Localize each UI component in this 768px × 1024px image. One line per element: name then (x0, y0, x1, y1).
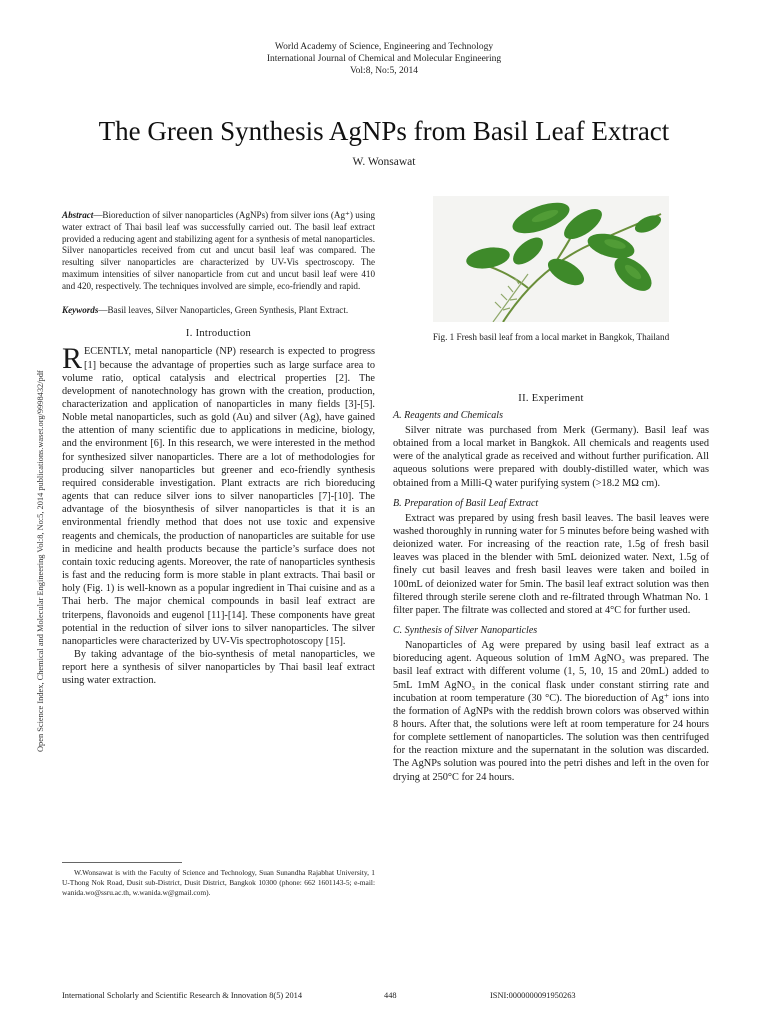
subsection-b-paragraph: Extract was prepared by using fresh basil leaves. The basil leaves were washed thoroughly in running water for 5 minutes before being washed with deionized water. For increasing of the reaction rate, 1.5g of fresh basil leaves was placed in the blender with 5mL deionized water. Next, 1.5g of finely cut basil leaves and fresh basil leaves were taken and boiled in 100mL of deionized water for 5min. The basil leaf extract solution was then filtered through sterile serene cloth and re-filtrated through Whatman No. 1 filter paper. The filtrate was collected and stored at 4°C for further used. (393, 512, 709, 616)
journal-masthead (0, 41, 768, 77)
paper-title: The Green Synthesis AgNPs from Basil Leaf Extract (98, 116, 670, 146)
subsection-b-heading: B. Preparation of Basil Leaf Extract (393, 497, 539, 509)
abstract-text: —Bioreduction of silver nanoparticles (AgNPs) from silver ions (Ag⁺) using water extract of Thai basil leaf was successfully carried out. The basil leaf extract provided a reducing agent and stabilizing agent for a synthesis of metal nanoparticles. Silver nanoparticles received from cut and uncut basil leaf was compared. The resulting silver nanoparticles are characterized by UV-Vis spectroscopy. The maximum intensities of silver nanoparticle from cut and uncut basil leaf were 410 and 420, respectively. The techniques involved are simple, eco-friendly and rapid. (62, 210, 375, 291)
paper-author: W. Wonsawat (352, 156, 416, 168)
keywords-text: —Basil leaves, Silver Nanoparticles, Green Synthesis, Plant Extract. (98, 304, 349, 315)
keywords-lead: Keywords (62, 304, 99, 315)
drop-cap: R (62, 342, 83, 376)
keywords (62, 305, 375, 317)
footer-publisher: International Scholarly and Scientific Research & Innovation 8(5) 2014 (62, 991, 303, 1000)
masthead-line-1: World Academy of Science, Engineering and Technology (274, 42, 494, 52)
masthead-line-3: Vol:8, No:5, 2014 (350, 66, 418, 76)
figure-1-caption: Fig. 1 Fresh basil leaf from a local market in Bangkok, Thailand (432, 332, 670, 342)
left-column (62, 210, 375, 687)
intro-paragraph-1-text: ECENTLY, metal nanoparticle (NP) research is expected to progress [1] because the advantage of properties such as large surface area to volume ratio, optical catalysis and electrical properties [2]. The development of nanotechnology has grown with the creation, production, characterization and application of nanoparticles in many fields [3]-[5]. Noble metal nanoparticles, such as gold (Au) and silver (Ag), have gained the attention of many scientific due to applications in medicine, biology, and the environment [6]. In this research, we were interested in the method for synthesized silver nanoparticles. There are a lot of methodologies for producing silver nanoparticles but greener and eco-friendly synthesis required considerable investigation. Plant extracts are rich bioreducing agents that can reduce silver ions to silver nanoparticles [7]-[10]. The advantage of the biosynthesis of silver nanoparticles is that it is an environmental friendly method that does not use toxic and expensive reagents and chemicals, the production of nanoparticles are suitable for use in medicine and health products because the particle’s surface does not contain toxic reducing agents. Moreover, the rate of nanoparticles synthesis is fast and the reducing form is more stable in plant extracts. Thai basil or holy (Fig. 1) is well-known as a popular ingredient in Thai cuisine and as a Thai herb. The major chemical compounds in basil leaf extract are triterpens, flavonoids and eugenol [11]-[14]. These components have great potential in the reduction of silver ions to silver nanoparticles. The silver nanoparticles were characterized by UV-Vis spectrophotoscopy [15]. (62, 346, 375, 647)
author-footnote: W.Wonsawat is with the Faculty of Science and Technology, Suan Sunandha Rajabhat University, 1 U-Thong Nok Road, Dusit sub-District, Dusit District, Bangkok 10300 (phone: 662 1601143-5; e-mail: wanida.wo@ssru.ac.th, w.wanida.w@gmail.com). (62, 868, 375, 897)
side-margin-text: Open Science Index, Chemical and Molecular Engineering Vol:8, No:5, 2014 publications.waset.org/9998432/pdf (36, 370, 45, 752)
section-heading-introduction: I. Introduction (185, 328, 252, 340)
footer-page-number: 448 (384, 991, 397, 1000)
basil-leaf-illustration (433, 196, 669, 322)
subsection-a-heading: A. Reagents and Chemicals (393, 410, 503, 421)
section-heading-experiment: II. Experiment (518, 393, 584, 404)
footnote-divider (62, 862, 182, 863)
intro-paragraph-2: By taking advantage of the bio-synthesis of metal nanoparticles, we report here a synthesis of silver nanoparticles by Thai basil leaf extract using water extraction. (62, 648, 375, 687)
abstract (62, 210, 375, 293)
subsection-c-heading: C. Synthesis of Silver Nanoparticles (393, 625, 538, 637)
subsection-c-paragraph: Nanoparticles of Ag were prepared by using basil leaf extract as a bioreducing agent. Aqueous solution of 1mM AgNO₃ was prepared. The basil leaf extract with different volume (1, 5, 10, 15 and 20mL) added to 5mL 1mM AgNO₃ in the conical flask under constant stirring rate and incubation at room temperature (30 °C). The bioreduction of Ag⁺ ions into the formation of AgNPs with the reddish brown colors was observed within 8 hours. After that, the solutions were left at room temperature for 24 hours for complete settlement of nanoparticles. The solution was then centrifuged for the reaction mixture and the supernatant in the solution was discarded. The AgNPs solution was poured into the petri dishes and left in the oven for drying at 250°C for 24 hours. (393, 640, 709, 783)
basil-leaf-photo (433, 196, 669, 322)
abstract-lead: Abstract (62, 210, 94, 220)
masthead-line-2: International Journal of Chemical and Molecular Engineering (266, 54, 502, 64)
subsection-a-paragraph: Silver nitrate was purchased from Merk (Germany). Basil leaf was obtained from a local market in Bangkok. All chemicals and reagents used were of the analytical grade as received and without further purification. All aqueous solutions were prepared with doubly-distilled water, which was obtained from a Milli-Q water purifying system (>18.2 MΩ cm). (393, 425, 709, 489)
basil-flower-spike (493, 274, 528, 322)
right-column (393, 393, 709, 784)
intro-paragraph-1 (62, 342, 375, 648)
footer-isni: ISNI:0000000091950263 (490, 991, 576, 1000)
